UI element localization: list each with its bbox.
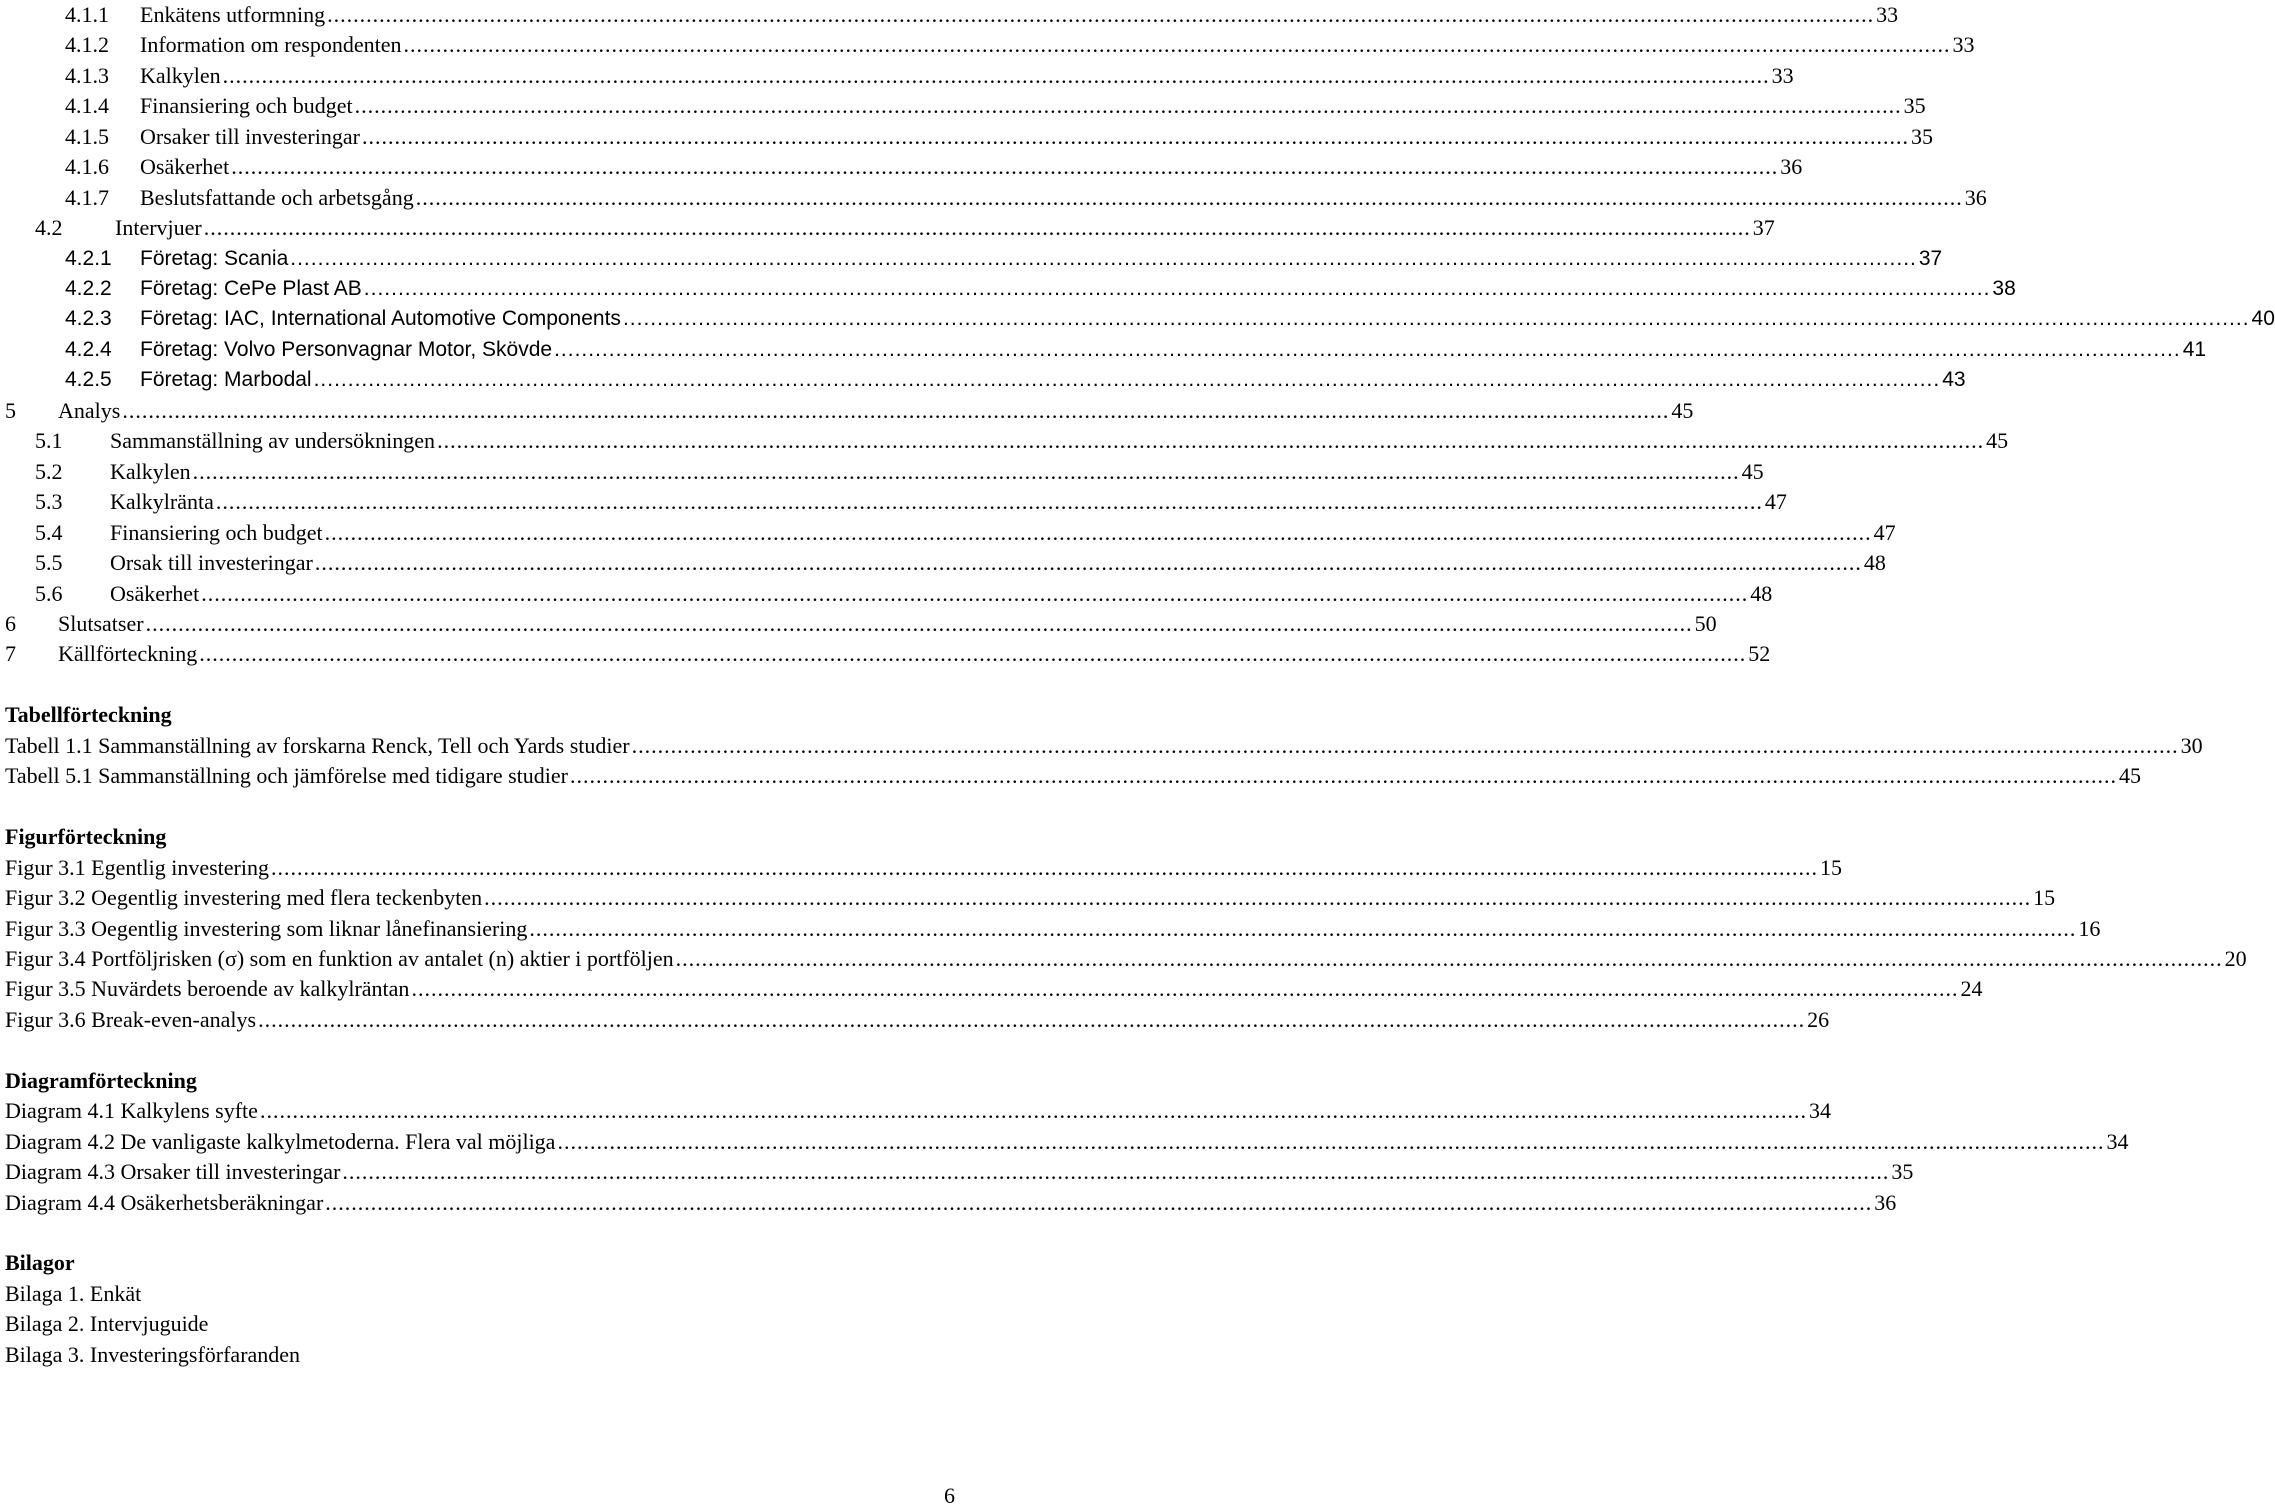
entry-number: 4.2 bbox=[35, 215, 63, 240]
entry-page: 43 bbox=[1942, 368, 1966, 391]
entry-page: 15 bbox=[1819, 855, 1842, 880]
figure-list-entry[interactable] bbox=[5, 853, 1842, 883]
entry-number: 5.6 bbox=[35, 581, 63, 606]
entry-number: 6 bbox=[5, 611, 16, 636]
toc-entry[interactable] bbox=[5, 518, 1896, 548]
entry-page: 40 bbox=[2251, 307, 2275, 330]
entry-number: 4.1.3 bbox=[65, 63, 109, 88]
entry-page: 48 bbox=[1750, 581, 1773, 606]
dot-leader bbox=[411, 974, 1958, 1004]
dot-leader bbox=[623, 304, 2250, 334]
dot-leader bbox=[122, 396, 1669, 426]
figure-list-entry[interactable] bbox=[5, 974, 1983, 1004]
entry-page: 34 bbox=[2106, 1129, 2129, 1154]
entry-title: Kalkylen bbox=[140, 63, 221, 88]
entry-page: 50 bbox=[1694, 611, 1717, 636]
entry-title: Orsaker till investeringar bbox=[140, 124, 360, 149]
appendix-entry: Bilaga 1. Enkät bbox=[5, 1281, 142, 1306]
toc-entry[interactable] bbox=[5, 365, 1966, 395]
toc-entry[interactable] bbox=[5, 457, 1764, 487]
dot-leader bbox=[529, 914, 2076, 944]
entry-title: Diagram 4.2 De vanligaste kalkylmetoderna. Flera val möjliga bbox=[5, 1129, 556, 1154]
dot-leader bbox=[223, 61, 1770, 91]
entry-page: 33 bbox=[1952, 32, 1975, 57]
entry-page: 35 bbox=[1903, 93, 1926, 118]
dot-leader bbox=[260, 1096, 1807, 1126]
entry-number: 5.1 bbox=[35, 428, 63, 453]
toc-entry[interactable] bbox=[5, 244, 1943, 274]
appendix-entry: Bilaga 2. Intervjuguide bbox=[5, 1311, 209, 1336]
dot-leader bbox=[355, 91, 1902, 121]
entry-title: Finansiering och budget bbox=[110, 520, 323, 545]
entry-title: Diagram 4.1 Kalkylens syfte bbox=[5, 1098, 258, 1123]
diagram-list-entry[interactable] bbox=[5, 1096, 1831, 1126]
dot-leader bbox=[146, 609, 1693, 639]
diagram-list-entry[interactable] bbox=[5, 1127, 2129, 1157]
entry-title: Diagram 4.4 Osäkerhetsberäkningar bbox=[5, 1190, 324, 1215]
entry-title: Enkätens utformning bbox=[140, 2, 326, 27]
toc-entry[interactable] bbox=[5, 579, 1773, 609]
entry-title: Slutsatser bbox=[58, 611, 144, 636]
toc-entry[interactable] bbox=[5, 639, 1771, 669]
entry-page: 47 bbox=[1764, 489, 1787, 514]
entry-title: Diagram 4.3 Orsaker till investeringar bbox=[5, 1159, 341, 1184]
diagram-list-entry[interactable] bbox=[5, 1188, 1897, 1218]
entry-title: Sammanställning av undersökningen bbox=[110, 428, 436, 453]
entry-page: 33 bbox=[1876, 2, 1899, 27]
dot-leader bbox=[416, 183, 1963, 213]
entry-page: 35 bbox=[1891, 1159, 1914, 1184]
dot-leader bbox=[325, 1188, 1872, 1218]
entry-page: 36 bbox=[1874, 1190, 1897, 1215]
toc-entry[interactable] bbox=[5, 61, 1794, 91]
entry-page: 36 bbox=[1964, 185, 1987, 210]
table-list-entry[interactable] bbox=[5, 761, 2141, 791]
entry-number: 4.1.4 bbox=[65, 93, 109, 118]
entry-title: Figur 3.4 Portföljrisken (σ) som en funktion av antalet (n) aktier i portföljen bbox=[5, 946, 674, 971]
dot-leader bbox=[484, 883, 2031, 913]
entry-title: Kalkylen bbox=[110, 459, 191, 484]
dot-leader bbox=[327, 0, 1874, 30]
entry-page: 35 bbox=[1910, 124, 1933, 149]
entry-page: 34 bbox=[1808, 1098, 1831, 1123]
dot-leader bbox=[290, 244, 1917, 274]
dot-leader bbox=[676, 944, 2223, 974]
toc-entry[interactable] bbox=[5, 274, 2016, 304]
entry-number: 5 bbox=[5, 398, 16, 423]
dot-leader bbox=[554, 335, 2181, 365]
entry-number: 4.2.4 bbox=[65, 338, 112, 361]
entry-number: 5.2 bbox=[35, 459, 63, 484]
entry-page: 33 bbox=[1771, 63, 1794, 88]
entry-title: Intervjuer bbox=[115, 215, 202, 240]
entry-page: 24 bbox=[1960, 976, 1983, 1001]
entry-title: Tabell 5.1 Sammanställning och jämförelse med tidigare studier bbox=[5, 763, 568, 788]
dot-leader bbox=[258, 1005, 1805, 1035]
toc-entry[interactable] bbox=[5, 426, 2009, 456]
entry-page: 45 bbox=[1986, 428, 2009, 453]
entry-title: Figur 3.6 Break-even-analys bbox=[5, 1007, 257, 1032]
entry-page: 20 bbox=[2224, 946, 2247, 971]
entry-title: Företag: IAC, International Automotive Components bbox=[140, 307, 621, 330]
entry-title: Företag: Scania bbox=[140, 247, 289, 270]
entry-page: 47 bbox=[1873, 520, 1896, 545]
entry-page: 48 bbox=[1863, 550, 1886, 575]
toc-entry[interactable] bbox=[5, 122, 1933, 152]
dot-leader bbox=[325, 518, 1872, 548]
entry-title: Beslutsfattande och arbetsgång bbox=[140, 185, 414, 210]
toc-entry[interactable] bbox=[5, 30, 1975, 60]
figure-list-entry[interactable] bbox=[5, 883, 2056, 913]
dot-leader bbox=[570, 761, 2117, 791]
dot-leader bbox=[364, 274, 1991, 304]
toc-entry[interactable] bbox=[5, 304, 2275, 334]
dot-leader bbox=[632, 731, 2179, 761]
dot-leader bbox=[216, 487, 1763, 517]
toc-entry[interactable] bbox=[5, 0, 1899, 30]
toc-entry[interactable] bbox=[5, 487, 1787, 517]
dot-leader bbox=[437, 426, 1984, 456]
entry-page: 30 bbox=[2180, 733, 2203, 758]
toc-entry[interactable] bbox=[5, 548, 1886, 578]
dot-leader bbox=[404, 30, 1951, 60]
entry-number: 4.1.6 bbox=[65, 154, 109, 179]
entry-title: Figur 3.5 Nuvärdets beroende av kalkylräntan bbox=[5, 976, 410, 1001]
entry-title: Information om respondenten bbox=[140, 32, 402, 57]
dot-leader bbox=[231, 152, 1778, 182]
page-number: 6 bbox=[944, 1483, 955, 1508]
dot-leader bbox=[199, 639, 1746, 669]
dot-leader bbox=[314, 365, 1941, 395]
entry-title: Figur 3.2 Oegentlig investering med flera teckenbyten bbox=[5, 885, 483, 910]
entry-number: 5.4 bbox=[35, 520, 63, 545]
toc-entry[interactable] bbox=[5, 396, 1694, 426]
dot-leader bbox=[193, 457, 1740, 487]
entry-number: 5.5 bbox=[35, 550, 63, 575]
entry-title: Företag: CePe Plast AB bbox=[140, 277, 362, 300]
toc-entry[interactable] bbox=[5, 609, 1717, 639]
figure-list-entry[interactable] bbox=[5, 944, 2247, 974]
dot-leader bbox=[362, 122, 1909, 152]
figure-list-entry[interactable] bbox=[5, 914, 2101, 944]
entry-number: 4.2.1 bbox=[65, 247, 112, 270]
appendix-heading: Bilagor bbox=[5, 1250, 75, 1275]
entry-page: 41 bbox=[2182, 338, 2207, 361]
figure-list-heading: Figurförteckning bbox=[5, 824, 167, 849]
entry-number: 4.2.5 bbox=[65, 368, 112, 391]
toc-entry[interactable] bbox=[5, 213, 1775, 243]
dot-leader bbox=[315, 548, 1862, 578]
entry-title: Figur 3.3 Oegentlig investering som liknar lånefinansiering bbox=[5, 916, 528, 941]
dot-leader bbox=[204, 213, 1751, 243]
entry-number: 4.1.7 bbox=[65, 185, 109, 210]
entry-page: 37 bbox=[1918, 247, 1943, 270]
figure-list-entry[interactable] bbox=[5, 1005, 1830, 1035]
entry-number: 5.3 bbox=[35, 489, 63, 514]
entry-title: Företag: Volvo Personvagnar Motor, Skövde bbox=[140, 338, 553, 361]
entry-title: Analys bbox=[58, 398, 121, 423]
toc-entry[interactable] bbox=[5, 183, 1987, 213]
entry-page: 45 bbox=[1741, 459, 1764, 484]
appendix-entry: Bilaga 3. Investeringsförfaranden bbox=[5, 1342, 301, 1367]
entry-number: 4.2.2 bbox=[65, 277, 112, 300]
entry-page: 38 bbox=[1992, 277, 2016, 300]
toc-entry[interactable] bbox=[5, 91, 1926, 121]
entry-page: 52 bbox=[1748, 641, 1771, 666]
entry-title: Företag: Marbodal bbox=[140, 368, 312, 391]
entry-title: Tabell 1.1 Sammanställning av forskarna Renck, Tell och Yards studier bbox=[5, 733, 630, 758]
entry-title: Kalkylränta bbox=[110, 489, 214, 514]
entry-title: Orsak till investeringar bbox=[110, 550, 313, 575]
toc-entry[interactable] bbox=[5, 152, 1803, 182]
entry-number: 4.1.2 bbox=[65, 32, 109, 57]
entry-number: 4.1.5 bbox=[65, 124, 109, 149]
entry-title: Osäkerhet bbox=[140, 154, 230, 179]
entry-page: 45 bbox=[2118, 763, 2141, 788]
entry-title: Finansiering och budget bbox=[140, 93, 353, 118]
entry-title: Figur 3.1 Egentlig investering bbox=[5, 855, 269, 880]
dot-leader bbox=[557, 1127, 2104, 1157]
entry-page: 15 bbox=[2033, 885, 2056, 910]
dot-leader bbox=[271, 853, 1818, 883]
dot-leader bbox=[342, 1157, 1889, 1187]
toc-entry[interactable] bbox=[5, 335, 2207, 365]
diagram-list-heading: Diagramförteckning bbox=[5, 1068, 197, 1093]
dot-leader bbox=[201, 579, 1748, 609]
entry-page: 36 bbox=[1780, 154, 1803, 179]
diagram-list-entry[interactable] bbox=[5, 1157, 1914, 1187]
entry-number: 4.2.3 bbox=[65, 307, 112, 330]
entry-title: Osäkerhet bbox=[110, 581, 200, 606]
table-list-heading: Tabellförteckning bbox=[5, 702, 172, 727]
entry-page: 45 bbox=[1671, 398, 1694, 423]
entry-number: 7 bbox=[5, 641, 16, 666]
entry-number: 4.1.1 bbox=[65, 2, 109, 27]
entry-page: 37 bbox=[1752, 215, 1775, 240]
entry-title: Källförteckning bbox=[58, 641, 198, 666]
entry-page: 16 bbox=[2078, 916, 2101, 941]
table-list-entry[interactable] bbox=[5, 731, 2203, 761]
entry-page: 26 bbox=[1807, 1007, 1830, 1032]
